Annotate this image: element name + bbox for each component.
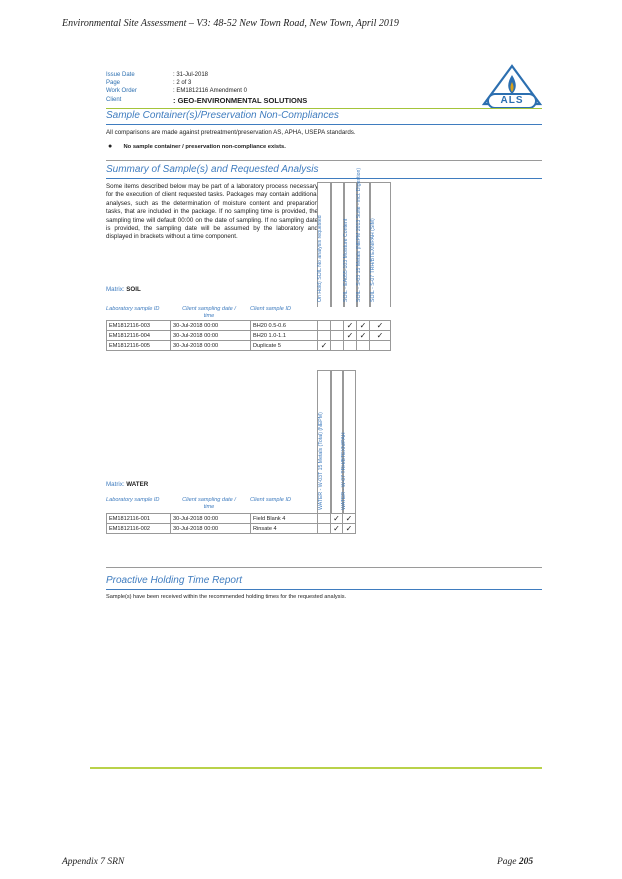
footer-rule bbox=[90, 767, 542, 769]
meta-value-page: : 2 of 3 bbox=[173, 80, 192, 86]
check-cell: ✓ bbox=[343, 524, 356, 534]
client-sample-id: Duplicate 5 bbox=[251, 341, 318, 351]
check-cell: ✓ bbox=[370, 321, 391, 331]
check-cell bbox=[318, 514, 331, 524]
check-cell bbox=[318, 321, 331, 331]
table-row bbox=[107, 524, 356, 534]
sampling-date: 30-Jul-2018 00:00 bbox=[171, 341, 251, 351]
meta-label-client: Client bbox=[106, 97, 122, 103]
holding-time-text: Sample(s) have been received within the recommended holding times for the requested analysis. bbox=[106, 594, 347, 600]
water-analysis-label: WATER - W-07 TRH/BTEXN/PAH bbox=[341, 432, 347, 510]
check-cell: ✓ bbox=[357, 321, 370, 331]
soil-matrix-label: Matrix: SOIL bbox=[106, 286, 141, 293]
preservation-bullet bbox=[108, 143, 286, 150]
als-logo-text: ALS bbox=[500, 95, 524, 106]
check-cell: ✓ bbox=[331, 514, 343, 524]
footer-appendix: Appendix 7 SRN bbox=[62, 857, 125, 867]
summary-paragraph: Some items described below may be part of a laboratory process necessary for the execution of client requested tasks. Packages may contain additional analyses, such as the determination of moisture content and preparation tasks, that are included in the package. If no sampling time is provided, the sampling time will default 00:00 on the date of sampling. If no sampling date is provided, the sampling date will be assumed by the laboratory and displayed in brackets without a time component. bbox=[106, 183, 318, 241]
meta-label-page: Page bbox=[106, 80, 121, 86]
table-row bbox=[107, 321, 391, 331]
water-col-lab-id: Laboratory sample ID bbox=[106, 497, 160, 503]
water-matrix-label: Matrix: WATER bbox=[106, 481, 149, 488]
section-separator bbox=[106, 160, 542, 161]
section-underline bbox=[106, 124, 542, 125]
section-title-holding-time: Proactive Holding Time Report bbox=[106, 575, 243, 586]
client-sample-id: BH20 1.0-1.1 bbox=[251, 331, 318, 341]
water-col-client-id: Client sample ID bbox=[250, 497, 292, 503]
table-row bbox=[107, 331, 391, 341]
check-cell bbox=[344, 341, 357, 351]
soil-sample-table bbox=[106, 320, 391, 351]
client-sample-id: BH20 0.5-0.6 bbox=[251, 321, 318, 331]
soil-col-client-id: Client sample ID bbox=[250, 306, 292, 312]
meta-label-work-order: Work Order bbox=[106, 88, 137, 94]
preservation-bullet-text: No sample container / preservation non-compliance exists. bbox=[123, 144, 286, 150]
check-cell: ✓ bbox=[343, 514, 356, 524]
meta-value-issue-date: : 31-Jul-2018 bbox=[173, 72, 209, 78]
table-row bbox=[107, 514, 356, 524]
soil-analysis-label: SOIL - S-03 15 Metals (NEPM 2013 Suite - incl. Digestion) bbox=[356, 167, 362, 302]
soil-analysis-label: On Hold) SOIL No analysis requested bbox=[317, 215, 323, 302]
check-cell: ✓ bbox=[357, 331, 370, 341]
check-cell bbox=[331, 321, 344, 331]
check-cell bbox=[318, 331, 331, 341]
lab-sample-id: EM1812116-005 bbox=[107, 341, 171, 351]
soil-analysis-label: SOIL - S-07 TRH/BTEXN/PAH (SIM) bbox=[370, 218, 376, 302]
sampling-date: 30-Jul-2018 00:00 bbox=[171, 514, 251, 524]
sampling-date: 30-Jul-2018 00:00 bbox=[171, 321, 251, 331]
lab-sample-id: EM1812116-004 bbox=[107, 331, 171, 341]
check-cell bbox=[370, 341, 391, 351]
soil-col-lab-id: Laboratory sample ID bbox=[106, 306, 160, 312]
sampling-date: 30-Jul-2018 00:00 bbox=[171, 524, 251, 534]
lab-sample-id: EM1812116-002 bbox=[107, 524, 171, 534]
meta-value-work-order: : EM1812116 Amendment 0 bbox=[173, 88, 247, 94]
soil-analysis-label: SOIL - EA055-103 Moisture Content bbox=[343, 218, 349, 302]
sampling-date: 30-Jul-2018 00:00 bbox=[171, 331, 251, 341]
section-underline bbox=[106, 178, 542, 179]
document-header-title: Environmental Site Assessment – V3: 48-52 New Town Road, New Town, April 2019 bbox=[62, 18, 399, 29]
section-separator bbox=[106, 567, 542, 568]
footer-page-number: Page 205 bbox=[497, 857, 534, 867]
report-meta bbox=[106, 72, 326, 105]
check-cell bbox=[357, 341, 370, 351]
meta-divider bbox=[106, 108, 542, 109]
preservation-intro: All comparisons are made against pretreatment/preservation AS, APHA, USEPA standards. bbox=[106, 129, 356, 136]
check-cell: ✓ bbox=[331, 524, 343, 534]
water-sample-table bbox=[106, 513, 356, 534]
meta-label-issue-date: Issue Date bbox=[106, 72, 135, 78]
check-cell: ✓ bbox=[370, 331, 391, 341]
meta-value-client: : GEO-ENVIRONMENTAL SOLUTIONS bbox=[173, 96, 308, 105]
client-sample-id: Rinsate 4 bbox=[251, 524, 318, 534]
soil-col-sampling-date: Client sampling date / time bbox=[182, 306, 236, 319]
section-title-summary: Summary of Sample(s) and Requested Analysis bbox=[106, 164, 319, 175]
check-cell: ✓ bbox=[344, 321, 357, 331]
als-logo bbox=[480, 64, 544, 110]
bullet-dot: ● bbox=[108, 143, 113, 150]
check-cell: ✓ bbox=[318, 341, 331, 351]
section-underline bbox=[106, 589, 542, 590]
check-cell bbox=[331, 331, 344, 341]
check-cell: ✓ bbox=[344, 331, 357, 341]
water-analysis-label: WATER - W-03T 15 Metals (Total) (NEPM) bbox=[318, 412, 324, 510]
check-cell bbox=[318, 524, 331, 534]
client-sample-id: Field Blank 4 bbox=[251, 514, 318, 524]
water-col-sampling-date: Client sampling date / time bbox=[182, 497, 236, 510]
check-cell bbox=[331, 341, 344, 351]
lab-sample-id: EM1812116-003 bbox=[107, 321, 171, 331]
table-row bbox=[107, 341, 391, 351]
section-title-preservation: Sample Container(s)/Preservation Non-Compliances bbox=[106, 110, 339, 121]
lab-sample-id: EM1812116-001 bbox=[107, 514, 171, 524]
